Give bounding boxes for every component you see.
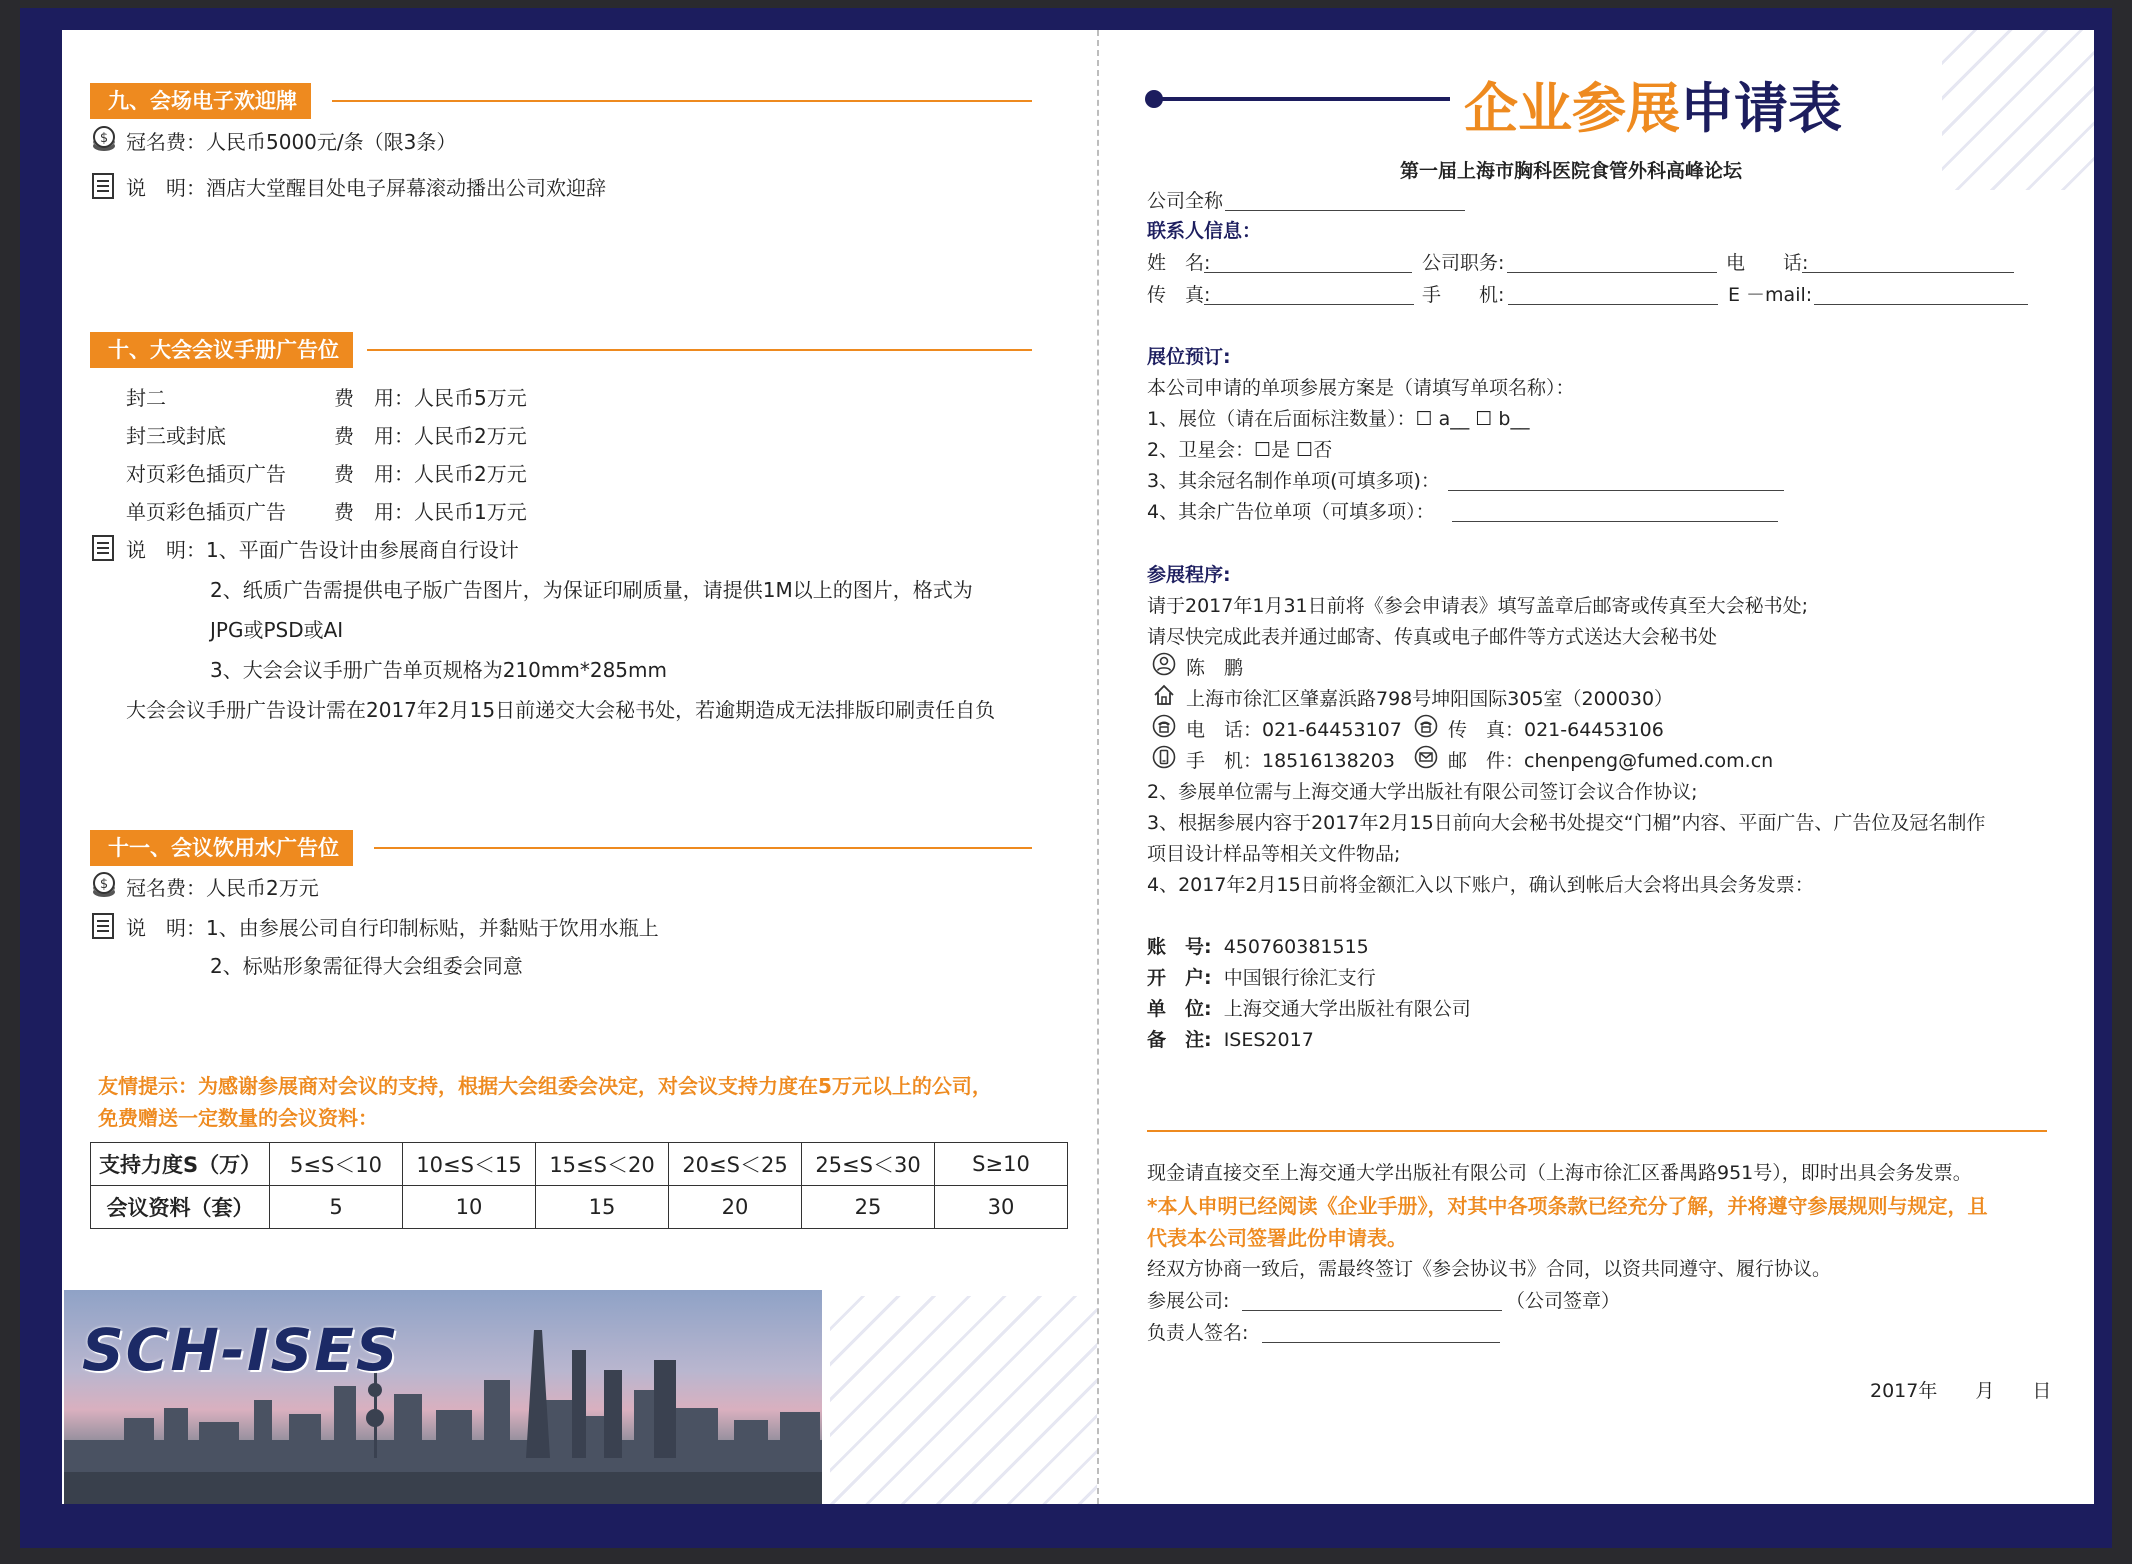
- section9-note: 说 明：酒店大堂醒目处电子屏幕滚动播出公司欢迎辞: [126, 176, 606, 200]
- booking-item-2[interactable]: 2、卫星会：☐是 ☐否: [1147, 439, 1333, 461]
- home-icon: [1152, 683, 1176, 707]
- account-number: 账 号: 450760381515: [1147, 936, 1369, 958]
- document-icon: [90, 172, 118, 200]
- table-cell: 25: [802, 1186, 935, 1229]
- fold-line: [1097, 30, 1099, 1504]
- coin-icon: [90, 872, 118, 900]
- table-header: 会议资料（套）: [91, 1186, 270, 1229]
- contact-address: 上海市徐汇区肇嘉浜路798号坤阳国际305室（200030）: [1186, 688, 1674, 710]
- ad-item-name: 单页彩色插页广告: [126, 500, 286, 524]
- procedure-5: 4、2017年2月15日前将金额汇入以下账户，确认到帐后大会将出具会务发票：: [1147, 874, 1814, 896]
- table-cell: 5: [270, 1186, 403, 1229]
- tip-line2: 免费赠送一定数量的会议资料：: [98, 1106, 378, 1130]
- account-unit: 单 位: 上海交通大学出版社有限公司: [1147, 998, 1471, 1020]
- fax-icon: [1414, 714, 1438, 738]
- table-cell: 15≤S＜20: [536, 1143, 669, 1186]
- section10-note3: 3、大会会议手册广告单页规格为210mm*285mm: [210, 658, 668, 682]
- ad-item-fee: 费 用：人民币5万元: [334, 386, 527, 410]
- company-sign-label: 参展公司:: [1147, 1290, 1230, 1312]
- table-cell: 30: [935, 1186, 1068, 1229]
- svg-text:$: $: [99, 877, 109, 892]
- table-cell: 20: [669, 1186, 802, 1229]
- booking-item-3-field[interactable]: [1448, 490, 1784, 491]
- section10-deadline: 大会会议手册广告设计需在2017年2月15日前递交大会秘书处，若逾期造成无法排版印刷责任自负: [126, 698, 996, 722]
- ad-item-name: 封二: [126, 386, 166, 410]
- position-label: 公司职务:: [1422, 252, 1505, 274]
- mobile-phone-icon: [1152, 745, 1176, 769]
- mobile-label: 手 机:: [1422, 284, 1505, 306]
- sch-ises-logo: SCH-ISES: [82, 1316, 400, 1384]
- company-name-field[interactable]: [1225, 210, 1465, 211]
- table-row: [91, 1186, 1068, 1229]
- contact-mobile: 手 机：18516138203: [1186, 750, 1395, 772]
- section9-fee: 冠名费：人民币5000元/条（限3条）: [126, 130, 457, 154]
- phone-label: 电 话:: [1726, 252, 1809, 274]
- ad-item-name: 对页彩色插页广告: [126, 462, 286, 486]
- ad-item-fee: 费 用：人民币2万元: [334, 462, 527, 486]
- table-cell: 20≤S＜25: [669, 1143, 802, 1186]
- ad-item-name: 封三或封底: [126, 424, 226, 448]
- table-cell: S≥10: [935, 1143, 1068, 1186]
- procedure-1: 请于2017年1月31日前将《参会申请表》填写盖章后邮寄或传真至大会秘书处;: [1147, 595, 1809, 617]
- bank-name: 开 户: 中国银行徐汇支行: [1147, 967, 1376, 989]
- email-field[interactable]: [1814, 304, 2028, 305]
- booking-item-3: 3、其余冠名制作单项(可填多项)：: [1147, 470, 1440, 492]
- section10-title: 十、大会会议手册广告位: [90, 332, 353, 368]
- declaration-line1: *本人申明已经阅读《企业手册》，对其中各项条款已经充分了解，并将遵守参展规则与规定，且: [1147, 1194, 1988, 1218]
- declaration-line2: 代表本公司签署此份申请表。: [1147, 1226, 1407, 1250]
- document-icon: [90, 534, 118, 562]
- booking-intro: 本公司申请的单项参展方案是（请填写单项名称）：: [1147, 377, 1575, 399]
- agreement-note: 经双方协商一致后，需最终签订《参会协议书》合同，以资共同遵守、履行协议。: [1147, 1258, 1832, 1280]
- stripe-decoration-top: [1942, 30, 2094, 190]
- declaration-rule: [1147, 1130, 2047, 1132]
- coin-icon: [90, 126, 118, 154]
- section11-title: 十一、会议饮用水广告位: [90, 830, 353, 866]
- person-sign-label: 负责人签名:: [1147, 1322, 1249, 1344]
- contact-fax: 传 真：021-64453106: [1448, 719, 1664, 741]
- contact-heading: 联系人信息：: [1147, 220, 1262, 242]
- contact-tel: 电 话：021-64453107: [1186, 719, 1402, 741]
- shanghai-skyline-image: [64, 1290, 822, 1504]
- company-sign-field[interactable]: [1242, 1310, 1502, 1311]
- table-cell: 5≤S＜10: [270, 1143, 403, 1186]
- forum-title: 第一届上海市胸科医院食管外科高峰论坛: [1400, 160, 1743, 182]
- booking-item-4-field[interactable]: [1452, 521, 1778, 522]
- procedure-3: 2、参展单位需与上海交通大学出版社有限公司签订会议合作协议;: [1147, 781, 1698, 803]
- procedure-2: 请尽快完成此表并通过邮寄、传真或电子邮件等方式送达大会秘书处: [1147, 626, 1718, 648]
- procedure-4b: 项目设计样品等相关文件物品;: [1147, 843, 1401, 865]
- table-cell: 10≤S＜15: [403, 1143, 536, 1186]
- tip-line1: 友情提示：为感谢参展商对会议的支持，根据大会组委会决定，对会议支持力度在5万元以上的公司，: [98, 1074, 992, 1098]
- section9-title: 九、会场电子欢迎牌: [90, 83, 311, 119]
- section10-note1: 说 明：1、平面广告设计由参展商自行设计: [126, 538, 519, 562]
- mail-icon: [1414, 745, 1438, 769]
- person-sign-field[interactable]: [1262, 1342, 1500, 1343]
- sign-date: 2017年 月 日: [1870, 1380, 2052, 1402]
- stripe-decoration-bottom: [830, 1296, 1097, 1504]
- table-cell: 10: [403, 1186, 536, 1229]
- svg-text:$: $: [99, 131, 109, 146]
- document-icon: [90, 912, 118, 940]
- booking-item-1[interactable]: 1、展位（请在后面标注数量）：☐ a__ ☐ b__: [1147, 408, 1530, 430]
- table-row: [91, 1143, 1068, 1186]
- page-title: 企业参展申请表: [1464, 77, 1842, 140]
- brochure-page: [62, 30, 2094, 1504]
- phone-field[interactable]: [1802, 272, 2014, 273]
- section11-note1: 说 明：1、由参展公司自行印制标贴，并黏贴于饮用水瓶上: [126, 916, 659, 940]
- table-cell: 25≤S＜30: [802, 1143, 935, 1186]
- contact-person: 陈 鹏: [1186, 657, 1244, 679]
- contact-email: 邮 件：chenpeng@fumed.com.cn: [1448, 750, 1774, 772]
- section10-rule: [367, 349, 1032, 351]
- section11-fee: 冠名费：人民币2万元: [126, 876, 319, 900]
- procedure-4a: 3、根据参展内容于2017年2月15日前向大会秘书处提交“门楣”内容、平面广告、广告位及冠名制作: [1147, 812, 1986, 834]
- section11-rule: [374, 847, 1032, 849]
- name-field[interactable]: [1204, 272, 1412, 273]
- fax-label: 传 真:: [1147, 284, 1211, 306]
- title-rule: [1160, 97, 1450, 101]
- mobile-field[interactable]: [1508, 304, 1718, 305]
- payment-remark: 备 注: ISES2017: [1147, 1029, 1314, 1051]
- name-label: 姓 名:: [1147, 252, 1211, 274]
- procedure-heading: 参展程序:: [1147, 564, 1231, 586]
- ad-item-fee: 费 用：人民币2万元: [334, 424, 527, 448]
- section11-note2: 2、标贴形象需征得大会组委会同意: [210, 954, 523, 978]
- company-seal-label: （公司签章）: [1506, 1290, 1621, 1312]
- person-icon: [1152, 652, 1176, 676]
- position-field[interactable]: [1507, 272, 1717, 273]
- company-name-label: 公司全称: [1147, 190, 1224, 212]
- booking-item-4: 4、其余广告位单项（可填多项）：: [1147, 501, 1435, 523]
- section9-rule: [332, 100, 1032, 102]
- telephone-icon: [1152, 714, 1176, 738]
- email-label: E －mail:: [1728, 284, 1813, 306]
- ad-item-fee: 费 用：人民币1万元: [334, 500, 527, 524]
- fax-field[interactable]: [1204, 304, 1414, 305]
- cash-payment-note: 现金请直接交至上海交通大学出版社有限公司（上海市徐汇区番禺路951号），即时出具会务发票。: [1147, 1162, 1972, 1184]
- booking-heading: 展位预订:: [1147, 346, 1231, 368]
- support-table: [90, 1142, 1068, 1229]
- section10-note2b: JPG或PSD或AI: [210, 618, 344, 642]
- section10-note2a: 2、纸质广告需提供电子版广告图片，为保证印刷质量，请提供1M以上的图片，格式为: [210, 578, 973, 602]
- table-header: 支持力度S（万）: [91, 1143, 270, 1186]
- table-cell: 15: [536, 1186, 669, 1229]
